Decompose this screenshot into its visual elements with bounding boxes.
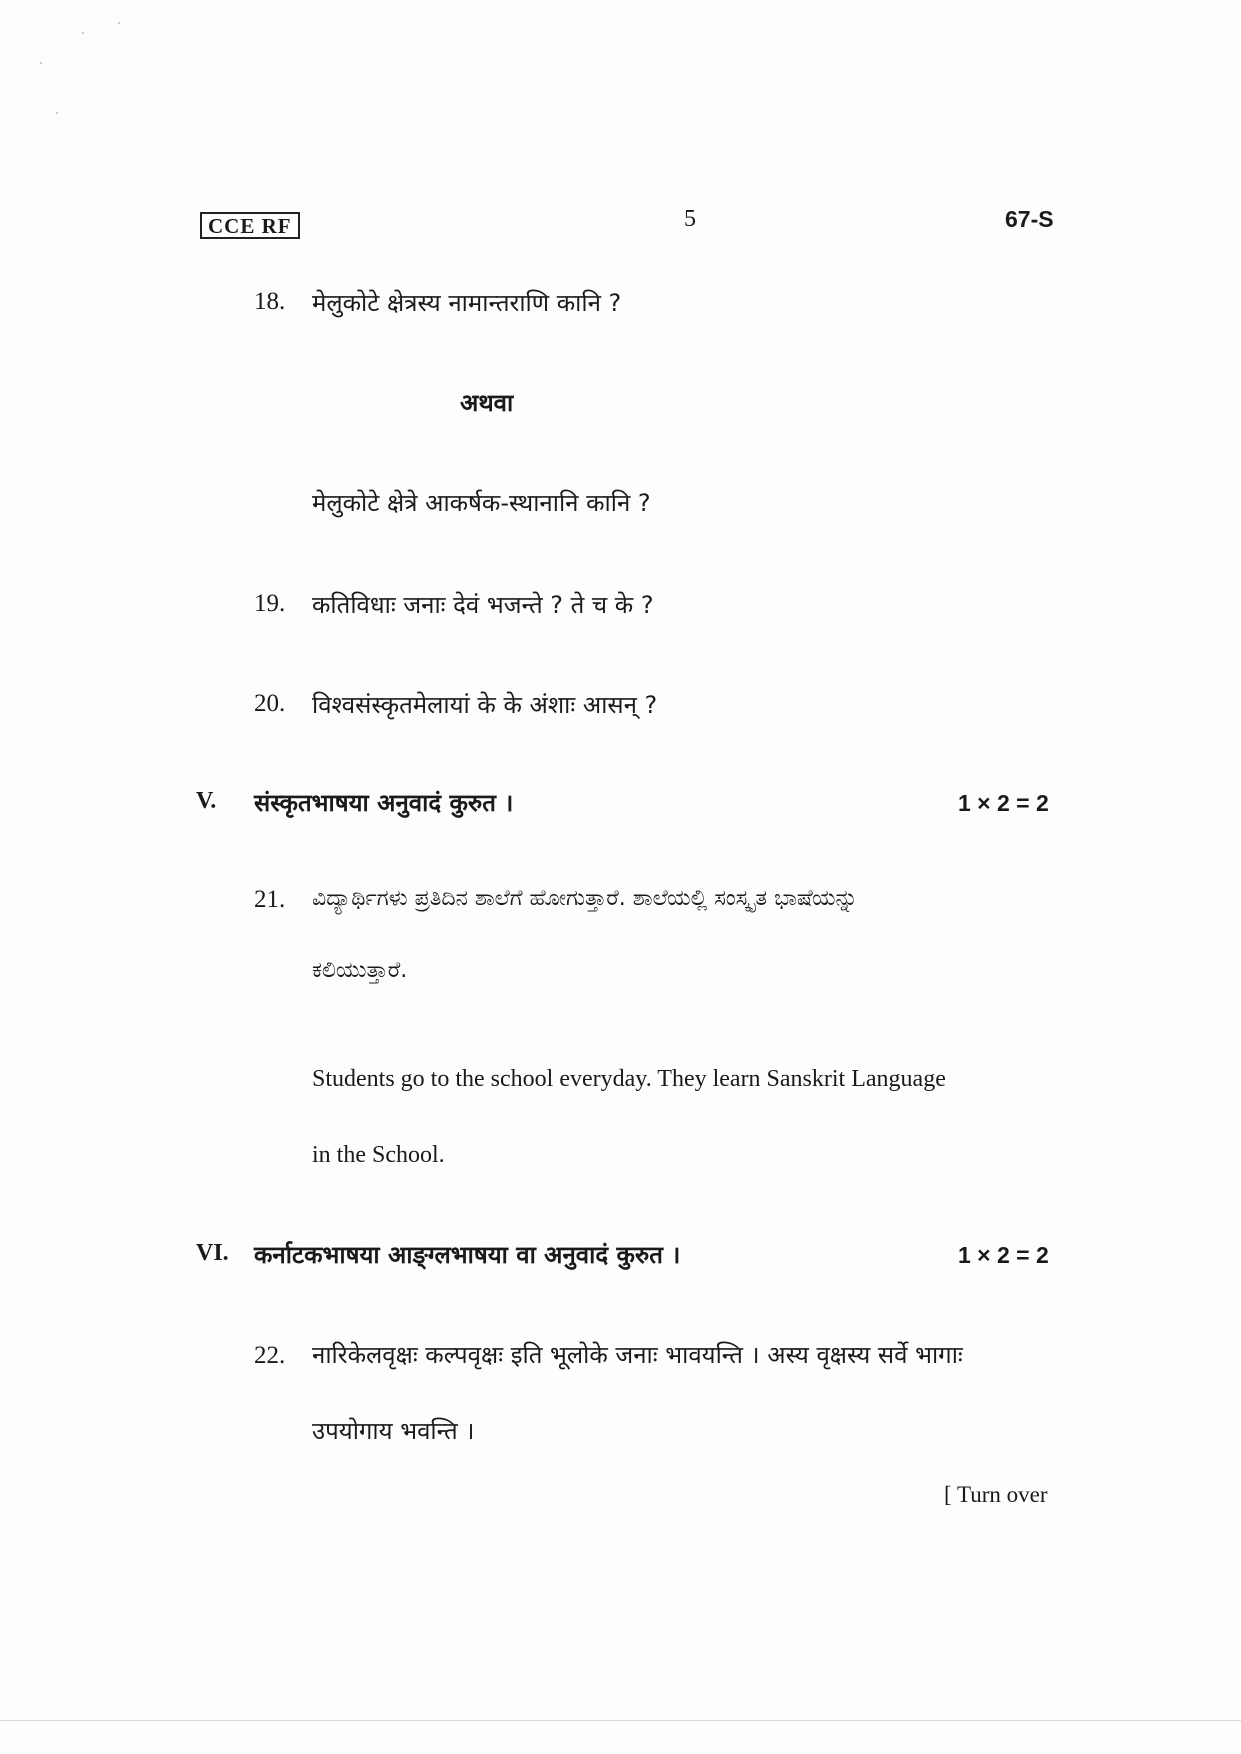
question-22-line1: नारिकेलवृक्षः कल्पवृक्षः इति भूलोके जनाः भावयन्ति । अस्य वृक्षस्य सर्वे भागाः [312, 1341, 963, 1369]
section-v-title: संस्कृतभाषया अनुवादं कुरुत । [254, 789, 514, 817]
scan-speck [56, 112, 58, 114]
section-vi-number: VI. [196, 1240, 229, 1266]
turn-over-note: [ Turn over [944, 1482, 1048, 1507]
scan-speck [40, 62, 42, 64]
section-v-number: V. [196, 788, 217, 814]
question-18-text: मेलुकोटे क्षेत्रस्य नामान्तराणि कानि ? [312, 289, 622, 317]
question-number-20: 20. [254, 690, 286, 717]
code-box: CCE RF [200, 212, 300, 239]
question-21-english-line2: in the School. [312, 1142, 445, 1168]
question-21-english-line1: Students go to the school everyday. They learn Sanskrit Language [312, 1066, 946, 1092]
question-22-line2: उपयोगाय भवन्ति । [312, 1417, 475, 1445]
section-vi-marks: 1 × 2 = 2 [958, 1242, 1049, 1268]
section-vi-title: कर्नाटकभाषया आङ्ग्लभाषया वा अनुवादं कुरुत । [254, 1241, 681, 1269]
question-19-text: कतिविधाः जनाः देवं भजन्ते ? ते च के ? [312, 591, 654, 619]
question-number-19: 19. [254, 590, 286, 617]
section-v-marks: 1 × 2 = 2 [958, 790, 1049, 816]
question-20-text: विश्वसंस्कृतमेलायां के के अंशाः आसन् ? [312, 691, 658, 719]
question-18-alt-text: मेलुकोटे क्षेत्रे आकर्षक-स्थानानि कानि ? [312, 489, 651, 517]
question-number-18: 18. [254, 288, 286, 315]
page-number: 5 [684, 206, 696, 232]
question-number-22: 22. [254, 1342, 286, 1369]
scan-speck [118, 22, 120, 24]
question-number-21: 21. [254, 886, 286, 913]
question-21-kannada-line2: ಕಲಿಯುತ್ತಾರೆ. [312, 958, 408, 983]
or-label: अथवा [460, 389, 514, 417]
scan-speck [82, 32, 84, 34]
paper-code: 67-S [1005, 206, 1054, 232]
question-21-kannada-line1: ವಿದ್ಯಾರ್ಥಿಗಳು ಪ್ರತಿದಿನ ಶಾಲೆಗೆ ಹೋಗುತ್ತಾರೆ. ಶಾಲೆಯಲ್ಲಿ ಸಂಸ್ಕೃತ ಭಾಷೆಯನ್ನು [312, 886, 858, 911]
scan-edge-line [0, 1720, 1241, 1721]
